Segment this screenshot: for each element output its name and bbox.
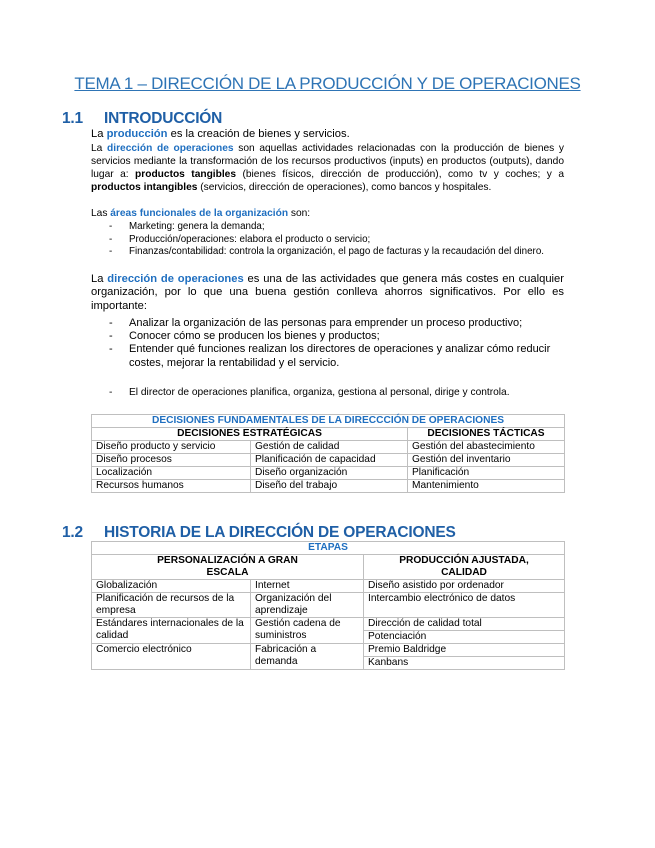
column-header-strategic: DECISIONES ESTRATÉGICAS — [92, 428, 408, 441]
table-row: Kanbans — [92, 657, 565, 670]
table-caption: DECISIONES FUNDAMENTALES DE LA DIRECCCIÓN DE OPERACIONES — [92, 415, 565, 428]
decisions-table — [91, 414, 565, 493]
section-heading-intro — [62, 110, 222, 128]
table-caption: ETAPAS — [92, 542, 565, 555]
table-row: Recursos humanos Diseño del trabajo Mantenimiento — [92, 480, 565, 493]
table-row: Estándares internacionales de la calidad Gestión cadena de suministros Dirección de calidad total — [92, 618, 565, 631]
table-row: Diseño procesos Planificación de capacidad Gestión del inventario — [92, 454, 565, 467]
page-title: TEMA 1 – DIRECCIÓN DE LA PRODUCCIÓN Y DE OPERACIONES — [74, 74, 581, 93]
paragraph-functional-areas: Las áreas funcionales de la organización son: — [91, 208, 311, 219]
column-header-mass-customization: PERSONALIZACIÓN A GRAN ESCALA — [92, 555, 364, 580]
list-item: - Producción/operaciones: elabora el producto o servicio; — [91, 234, 564, 247]
term-areas-funcionales: áreas funcionales de la organización — [110, 208, 289, 219]
table-row: Comercio electrónico Fabricación a demanda Premio Baldridge — [92, 644, 565, 657]
director-list — [91, 387, 564, 400]
table-row: Potenciación — [92, 631, 565, 644]
list-item: - Entender qué funciones realizan los directores de operaciones y analizar cómo reducir costes, mejorar la rentabilidad y el servicio. — [91, 343, 564, 369]
column-header-tactical: DECISIONES TÁCTICAS — [408, 428, 565, 441]
term-intangibles: productos intangibles — [91, 182, 198, 193]
term-tangibles: productos tangibles — [135, 169, 237, 180]
list-item: - El director de operaciones planifica, organiza, gestiona al personal, dirige y controla. — [91, 387, 564, 400]
stages-table — [91, 541, 565, 670]
section-title: INTRODUCCIÓN — [104, 110, 223, 127]
term-direccion-operaciones-2: dirección de operaciones — [107, 273, 244, 285]
term-produccion: producción — [106, 128, 168, 140]
table-row: Globalización Internet Diseño asistido por ordenador — [92, 580, 565, 593]
importance-list — [91, 317, 564, 370]
functional-areas-list — [91, 221, 564, 259]
paragraph-operations-definition: La dirección de operaciones son aquellas actividades relacionadas con la producción de bienes y servicios mediante la transformación de los recursos productivos (inputs) en productos (outputs), dando lugar a: productos tangibles (bienes físicos, dirección de producción), como tv y coches; y a productos intangibles (servicios, dirección de operaciones), como bancos y hospitales. — [91, 143, 565, 193]
list-item: - Marketing: genera la demanda; — [91, 221, 564, 234]
list-item: - Conocer cómo se producen los bienes y productos; — [91, 330, 564, 343]
section-number: 1.2 — [62, 524, 83, 541]
section-heading-history — [62, 524, 456, 542]
table-row: Planificación de recursos de la empresa Organización del aprendizaje Intercambio electrónico de datos — [92, 593, 565, 618]
term-direccion-operaciones: dirección de operaciones — [107, 143, 234, 154]
paragraph-production: La producción es la creación de bienes y servicios. — [91, 128, 350, 140]
list-item: - Finanzas/contabilidad: controla la organización, el pago de facturas y la recaudación del dinero. — [91, 246, 564, 259]
section-number: 1.1 — [62, 110, 83, 127]
section-title: HISTORIA DE LA DIRECCIÓN DE OPERACIONES — [104, 524, 456, 541]
table-row: Localización Diseño organización Planificación — [92, 467, 565, 480]
list-item: - Analizar la organización de las personas para emprender un proceso productivo; — [91, 317, 564, 330]
column-header-lean-quality: PRODUCCIÓN AJUSTADA, CALIDAD — [364, 555, 565, 580]
table-row: Diseño producto y servicio Gestión de calidad Gestión del abastecimiento — [92, 441, 565, 454]
paragraph-operations-cost: La dirección de operaciones es una de las actividades que genera más costes en cualquier organización, por lo que una buena gestión conlleva ahorros significativos. Por ello es importante: — [91, 273, 564, 312]
